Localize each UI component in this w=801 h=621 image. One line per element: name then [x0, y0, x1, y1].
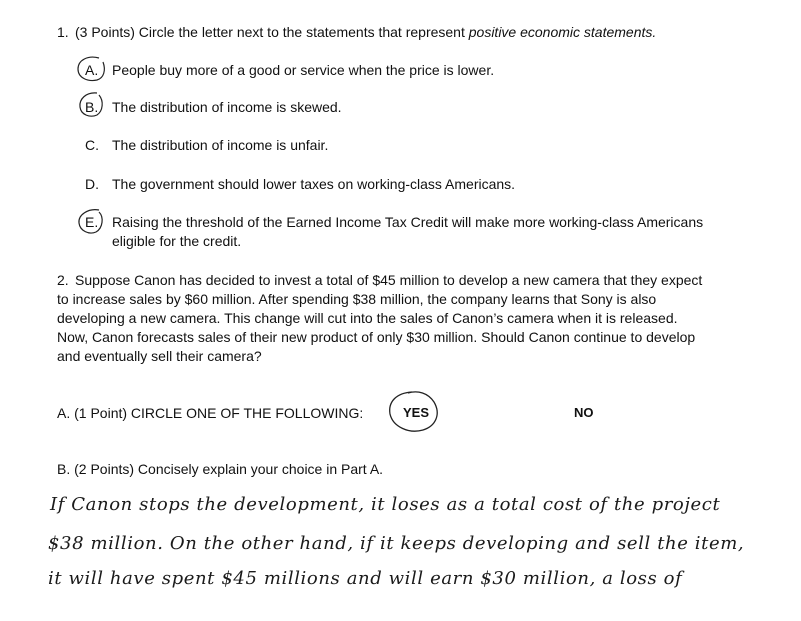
q1-option-c-text: The distribution of income is unfair. [112, 137, 329, 153]
q1-option-e-letter[interactable]: E. [85, 214, 99, 230]
q1-emphasis: positive economic statements. [468, 24, 657, 40]
q1-option-a-letter[interactable]: A. [85, 62, 99, 78]
q1-option-c-letter[interactable]: C. [85, 137, 99, 153]
q2-line-5: and eventually sell their camera? [57, 348, 262, 364]
no-option[interactable]: NO [574, 405, 594, 420]
q2-line-1: Suppose Canon has decided to invest a total of $45 million to develop a new camera that they expect [75, 272, 703, 288]
q2-number: 2. [57, 272, 69, 288]
q2-line-4: Now, Canon forecasts sales of their new product of only $30 million. Should Canon continue to develop [57, 329, 696, 345]
q1-option-b-text: The distribution of income is skewed. [112, 99, 342, 115]
q1-points: (3 Points) Circle the letter next to the statements that represent [75, 24, 465, 40]
q1-number: 1. [57, 24, 69, 40]
q1-option-d-text: The government should lower taxes on working-class Americans. [112, 176, 516, 192]
q1-option-b-letter[interactable]: B. [85, 99, 99, 115]
handwritten-answer-line-1: If Canon stops the development, it loses as a total cost of the project [50, 494, 721, 515]
q1-option-e-text-line2: eligible for the credit. [112, 233, 242, 249]
q2-line-2: to increase sales by $60 million. After spending $38 million, the company learns that Sony is also [57, 291, 657, 307]
q1-option-a-text: People buy more of a good or service when the price is lower. [112, 62, 495, 78]
yes-option[interactable]: YES [403, 405, 430, 420]
q2-part-b-label: B. (2 Points) Concisely explain your choice in Part A. [57, 461, 384, 477]
q2-part-a-label: A. (1 Point) CIRCLE ONE OF THE FOLLOWING: [57, 405, 364, 421]
q1-option-d-letter[interactable]: D. [85, 176, 99, 192]
handwritten-answer-line-2: $38 million. On the other hand, if it keeps developing and sell the item, [48, 533, 745, 554]
q1-prompt [75, 22, 656, 42]
q2-line-3: developing a new camera. This change will cut into the sales of Canon’s camera when it is released. [57, 310, 678, 326]
handwritten-answer-line-3: it will have spent $45 millions and will earn $30 million, a loss of [48, 568, 683, 589]
q1-option-e-text: Raising the threshold of the Earned Income Tax Credit will make more working-class Americans [112, 214, 704, 230]
